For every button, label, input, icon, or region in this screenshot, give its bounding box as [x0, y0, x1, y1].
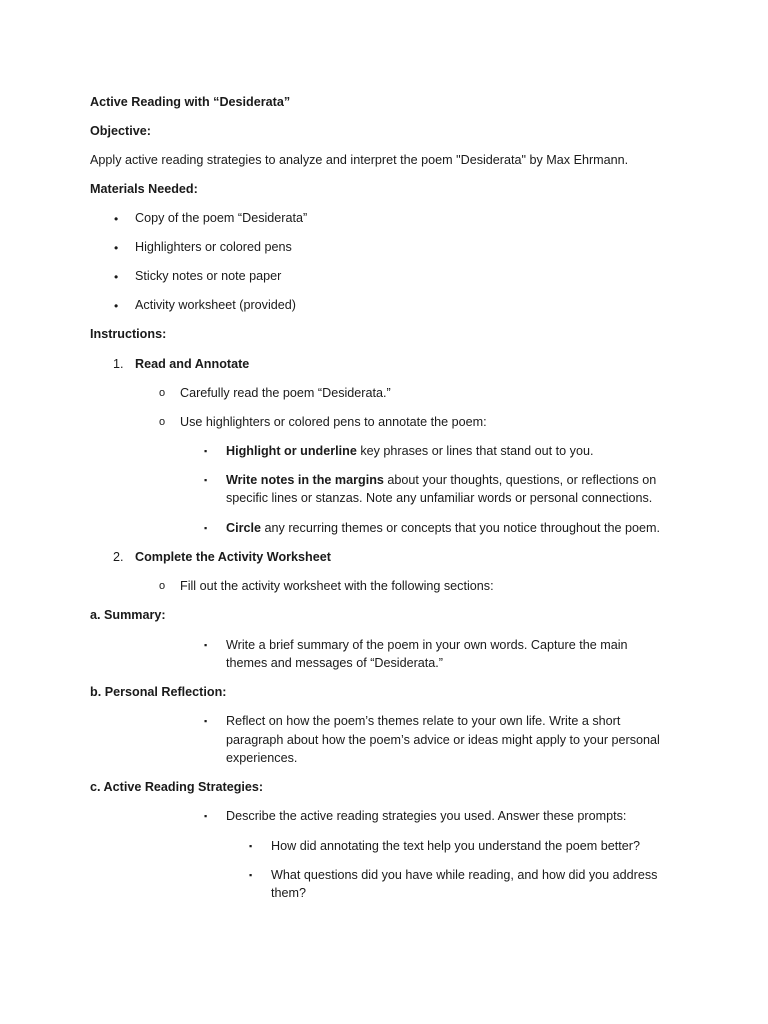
bullet-marker: • — [114, 241, 119, 255]
bold-phrase: Highlight or underline — [226, 444, 357, 458]
bullet-marker: • — [114, 212, 119, 226]
list-item: Carefully read the poem “Desiderata.” — [180, 386, 391, 400]
list-item: How did annotating the text help you understand the poem better? — [271, 839, 640, 853]
step-number: 1. — [113, 357, 124, 371]
list-item: Copy of the poem “Desiderata” — [135, 211, 308, 225]
section-heading-summary: a. Summary: — [90, 608, 166, 622]
list-item: Activity worksheet (provided) — [135, 298, 296, 312]
step-title: Read and Annotate — [135, 357, 250, 371]
phrase-rest: any recurring themes or concepts that you notice throughout the poem. — [261, 521, 661, 535]
bullet-marker: • — [114, 299, 119, 313]
circle-marker: o — [159, 387, 166, 399]
bullet-marker: • — [114, 270, 119, 284]
list-item: Use highlighters or colored pens to annotate the poem: — [180, 415, 487, 429]
square-marker: ▪ — [249, 841, 253, 851]
list-item — [226, 471, 656, 489]
list-item: Fill out the activity worksheet with the following sections: — [180, 579, 494, 593]
list-item: Highlighters or colored pens — [135, 240, 292, 254]
step-number: 2. — [113, 550, 124, 564]
materials-heading: Materials Needed: — [90, 182, 198, 196]
objective-heading: Objective: — [90, 124, 151, 138]
list-item-continuation: specific lines or stanzas. Note any unfamiliar words or personal connections. — [226, 491, 653, 505]
square-marker: ▪ — [204, 523, 208, 533]
list-item: Write a brief summary of the poem in your own words. Capture the main — [226, 638, 628, 652]
objective-text: Apply active reading strategies to analyze and interpret the poem "Desiderata" by Max Ehrmann. — [90, 153, 629, 167]
square-marker: ▪ — [204, 640, 208, 650]
instructions-heading: Instructions: — [90, 327, 167, 341]
circle-marker: o — [159, 580, 166, 592]
list-item-continuation: them? — [271, 886, 307, 900]
step-title: Complete the Activity Worksheet — [135, 550, 331, 564]
document-title: Active Reading with “Desiderata” — [90, 95, 291, 109]
square-marker: ▪ — [204, 811, 208, 821]
section-heading-reflection: b. Personal Reflection: — [90, 685, 227, 699]
list-item — [226, 519, 660, 537]
list-item — [226, 442, 593, 460]
list-item: What questions did you have while reading, and how did you address — [271, 868, 658, 882]
list-item: Reflect on how the poem’s themes relate to your own life. Write a short — [226, 714, 621, 728]
phrase-rest: about your thoughts, questions, or reflections on — [383, 473, 657, 487]
circle-marker: o — [159, 416, 166, 428]
square-marker: ▪ — [204, 446, 208, 456]
list-item: Sticky notes or note paper — [135, 269, 282, 283]
square-marker: ▪ — [249, 870, 253, 880]
square-marker: ▪ — [204, 475, 208, 485]
list-item-continuation: themes and messages of “Desiderata.” — [226, 656, 443, 670]
section-heading-strategies: c. Active Reading Strategies: — [90, 780, 264, 794]
list-item-continuation: experiences. — [226, 751, 298, 765]
square-marker: ▪ — [204, 716, 208, 726]
list-item-continuation: paragraph about how the poem’s advice or ideas might apply to your personal — [226, 733, 660, 747]
bold-phrase: Circle — [226, 521, 262, 535]
bold-phrase: Write notes in the margins — [226, 473, 384, 487]
phrase-rest: key phrases or lines that stand out to you. — [356, 444, 594, 458]
list-item: Describe the active reading strategies you used. Answer these prompts: — [226, 809, 627, 823]
